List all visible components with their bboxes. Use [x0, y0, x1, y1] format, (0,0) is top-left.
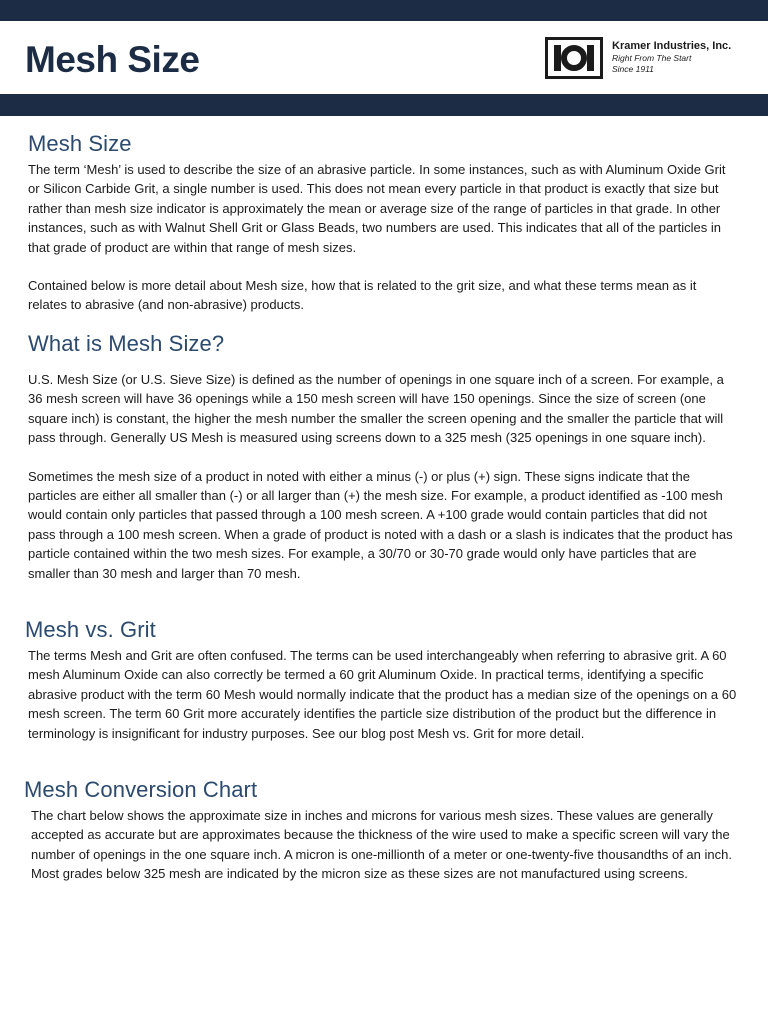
company-name: Kramer Industries, Inc.	[612, 40, 732, 52]
section-paragraph: The term ‘Mesh’ is used to describe the size of an abrasive particle. In some instances, such as with Aluminum Oxide Grit or Silicon Carbide Grit, a single number is used. This does not mean every particle in that product is exactly that size but rather than mesh size indicator is approximately the mean or average size of the range of particles in that grade. In other instances, such as with Walnut Shell Grit or Glass Beads, two numbers are used. This indicates that all of the particles in that grade of product are within that range of mesh sizes.	[28, 162, 726, 255]
company-since: Since 1911	[612, 64, 654, 74]
section-mesh-size	[0, 130, 738, 315]
section-what-is-mesh-size	[0, 330, 738, 583]
header-top-bar	[0, 0, 768, 21]
section-heading: Mesh Conversion Chart	[24, 777, 258, 802]
kramer-logo-icon	[545, 37, 603, 79]
section-paragraph: Contained below is more detail about Mesh size, how that is related to the grit size, and what these terms mean as it relates to abrasive (and non-abrasive) products.	[28, 278, 697, 313]
section-heading: Mesh Size	[28, 131, 132, 156]
page-title: Mesh Size	[25, 39, 200, 80]
company-tagline: Right From The Start	[612, 53, 692, 63]
section-mesh-vs-grit	[0, 616, 738, 743]
section-mesh-conversion-chart	[0, 776, 740, 884]
header-bottom-bar	[0, 94, 768, 116]
section-heading: What is Mesh Size?	[28, 331, 225, 356]
section-paragraph: U.S. Mesh Size (or U.S. Sieve Size) is defined as the number of openings in one square inch of a screen. For example, a 36 mesh screen will have 36 openings while a 150 mesh screen will have 150 openings. Since the size of screen (one square inch) is constant, the higher the mesh number the smaller the screen opening and the smaller the particle that will pass through. Generally US Mesh is measured using screens down to a 325 mesh (325 openings in one square inch).	[28, 372, 724, 446]
section-paragraph: Sometimes the mesh size of a product in noted with either a minus (-) or plus (+) sign. These signs indicate that the particles are either all smaller than (-) or all larger than (+) the mesh size. For example, a product identified as -100 mesh would contain only particles that passed through a 100 mesh screen. A +100 grade would contain particles that did not pass through a 100 mesh screen. When a grade of product is noted with a dash or a slash is indicates that the product has particle contained within the two mesh sizes. For example, a 30/70 or 30-70 grade would only have particles that are smaller than 30 mesh and larger than 70 mesh.	[28, 468, 733, 581]
section-heading: Mesh vs. Grit	[25, 617, 156, 642]
company-block	[612, 40, 762, 75]
section-paragraph: The chart below shows the approximate size in inches and microns for various mesh sizes. These values are generally accepted as accurate but are approximates because the thickness of the wire used to make a specific screen will vary the number of openings in the one square inch. A micron is one-millionth of a meter or one-twenty-five thousandths of an inch. Most grades below 325 mesh are indicated by the micron size as these sizes are not manufactured using screens.	[31, 808, 732, 882]
section-paragraph: The terms Mesh and Grit are often confused. The terms can be used interchangeably when referring to abrasive grit. A 60 mesh Aluminum Oxide can also correctly be termed a 60 grit Aluminum Oxide. In practical terms, identifying a specific abrasive product with the term 60 Mesh would normally indicate that the product has a median size of the openings on a 60 mesh screen. The term 60 Grit more accurately identifies the particle size distribution of the product but the difference in terminology is insignificant for industry purposes. See our blog post Mesh vs. Grit for more detail.	[28, 648, 737, 741]
